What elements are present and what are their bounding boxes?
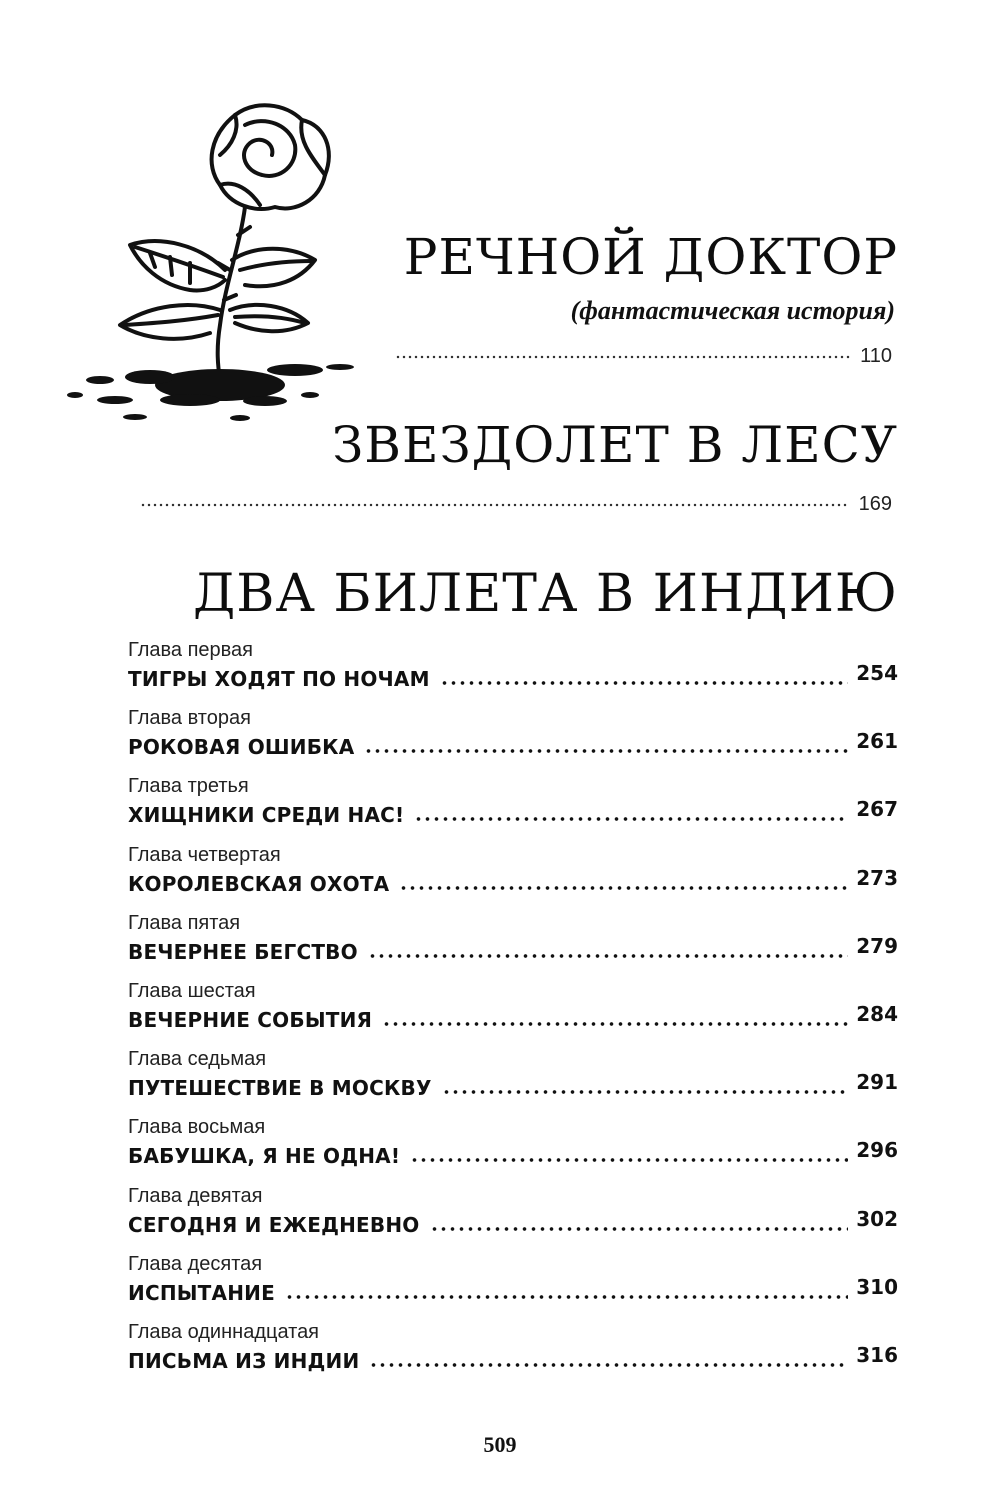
- chapter-title: ИСПЫТАНИЕ: [128, 1280, 275, 1305]
- chapter-page: 273: [856, 865, 898, 890]
- chapter-label: Глава первая: [128, 639, 254, 661]
- dot-leader: [440, 679, 849, 687]
- chapter-entry[interactable]: [128, 638, 898, 706]
- chapter-label: Глава третья: [128, 775, 249, 798]
- chapter-title: КОРОЛЕВСКАЯ ОХОТА: [128, 871, 390, 896]
- chapter-page: 279: [856, 933, 898, 958]
- chapter-entry[interactable]: [128, 1184, 898, 1252]
- story-title-starship-in-forest: ЗВЕЗДОЛЕТ В ЛЕСУ: [332, 416, 898, 474]
- chapter-page: 267: [856, 797, 898, 822]
- story-title-two-tickets-to-india: ДВА БИЛЕТА В ИНДИЮ: [192, 564, 898, 624]
- chapter-label: Глава шестая: [128, 979, 256, 1002]
- story-subtitle: (фантастическая история): [570, 296, 895, 325]
- dot-leader: [369, 1361, 848, 1369]
- dot-leader: [430, 1225, 849, 1233]
- dot-leader: [414, 815, 848, 823]
- chapter-label: Глава пятая: [128, 911, 241, 934]
- chapter-title: СЕГОДНЯ И ЕЖЕДНЕВНО: [128, 1212, 420, 1237]
- chapter-entry[interactable]: [128, 1047, 898, 1115]
- chapter-label: Глава девятая: [128, 1184, 263, 1207]
- chapter-page: 254: [856, 661, 898, 685]
- chapter-entry[interactable]: [128, 843, 898, 911]
- dot-leader: [364, 747, 848, 755]
- story-title-river-doctor: РЕЧНОЙ ДОКТОР: [403, 228, 898, 286]
- page-number: 110: [860, 345, 892, 367]
- chapter-entry[interactable]: [128, 706, 898, 774]
- rose-icon: [40, 95, 410, 435]
- chapter-entry[interactable]: [128, 774, 898, 842]
- toc-entry-starship-in-forest[interactable]: [140, 490, 892, 514]
- dot-leader: [285, 1293, 848, 1301]
- chapter-page: 310: [856, 1274, 898, 1299]
- page-number: 169: [858, 493, 892, 515]
- chapter-list: [128, 638, 898, 1388]
- toc-entry-river-doctor[interactable]: [395, 342, 892, 366]
- dot-leader: [410, 1156, 848, 1164]
- chapter-page: 296: [856, 1138, 898, 1163]
- dot-leader: [442, 1088, 849, 1096]
- chapter-title: ВЕЧЕРНИЕ СОБЫТИЯ: [128, 1007, 373, 1032]
- page-folio: 509: [483, 1432, 517, 1457]
- chapter-entry[interactable]: [128, 1252, 898, 1320]
- chapter-label: Глава четвертая: [128, 843, 281, 866]
- dot-leader: [395, 354, 850, 360]
- chapter-title: ПУТЕШЕСТВИЕ В МОСКВУ: [128, 1076, 432, 1101]
- chapter-entry[interactable]: [128, 1320, 898, 1388]
- dot-leader: [399, 884, 848, 892]
- chapter-label: Глава седьмая: [128, 1048, 267, 1071]
- chapter-label: Глава восьмая: [128, 1116, 266, 1139]
- chapter-title: ТИГРЫ ХОДЯТ ПО НОЧАМ: [128, 667, 430, 691]
- chapter-page: 291: [856, 1070, 898, 1095]
- chapter-title: ПИСЬМА ИЗ ИНДИИ: [128, 1348, 360, 1373]
- chapter-page: 261: [856, 729, 898, 754]
- chapter-page: 302: [856, 1206, 898, 1231]
- chapter-label: Глава вторая: [128, 707, 251, 730]
- chapter-page: 284: [856, 1001, 898, 1026]
- dot-leader: [382, 1020, 848, 1028]
- chapter-page: 316: [856, 1342, 898, 1367]
- chapter-entry[interactable]: [128, 979, 898, 1047]
- dot-leader: [140, 502, 849, 508]
- chapter-title: ХИЩНИКИ СРЕДИ НАС!: [128, 803, 405, 828]
- chapter-entry[interactable]: [128, 911, 898, 979]
- chapter-entry[interactable]: [128, 1115, 898, 1183]
- chapter-title: ВЕЧЕРНЕЕ БЕГСТВО: [128, 939, 358, 964]
- dot-leader: [368, 952, 848, 960]
- chapter-label: Глава одиннадцатая: [128, 1320, 320, 1343]
- chapter-label: Глава десятая: [128, 1252, 263, 1275]
- chapter-title: БАБУШКА, Я НЕ ОДНА!: [128, 1144, 401, 1169]
- chapter-title: РОКОВАЯ ОШИБКА: [128, 735, 355, 760]
